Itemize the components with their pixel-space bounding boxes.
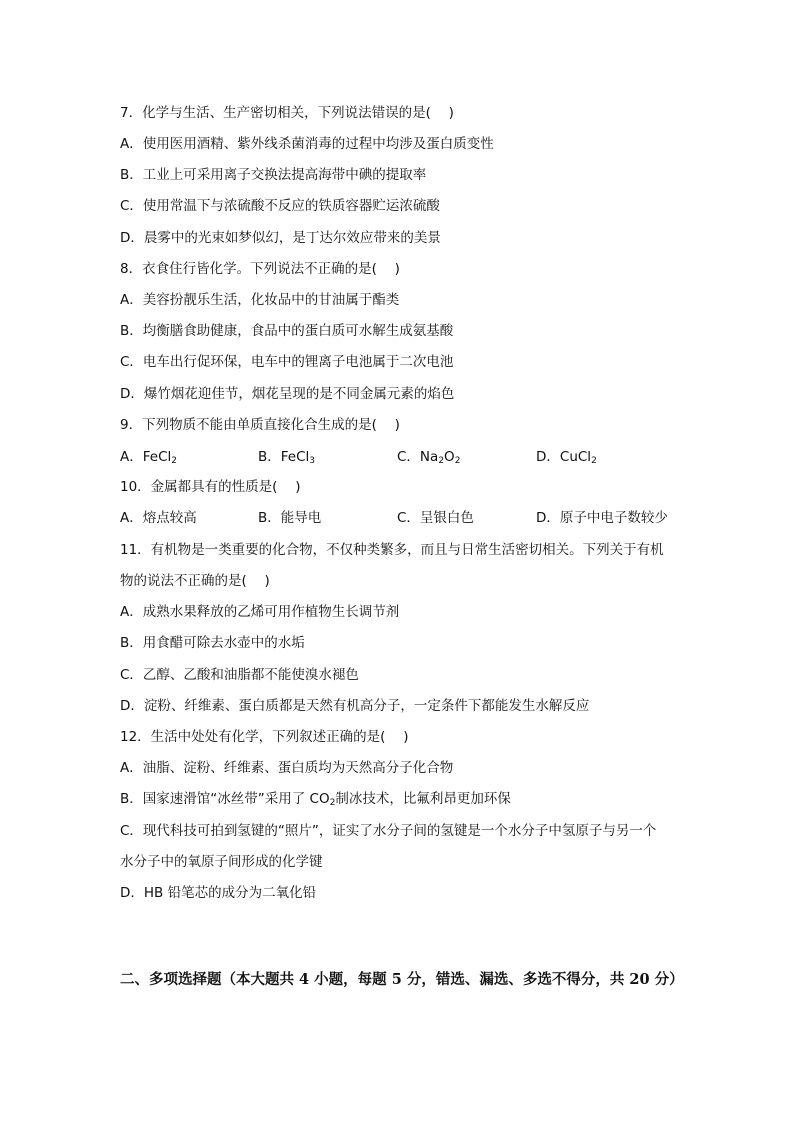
q12-option-a: A．油脂、淀粉、纤维素、蛋白质均为天然高分子化合物	[120, 760, 454, 776]
q8-option-a: A．美容扮靓乐生活，化妆品中的甘油属于酯类	[120, 292, 400, 308]
q12-option-b: B．国家速滑馆“冰丝带”采用了 $CO_2$制冰技术，比氟利昂更加环保	[120, 791, 511, 808]
q10-option-b: B．能导电	[258, 510, 322, 526]
q12-option-d: D．HB 铅笔芯的成分为二氧化铅	[120, 885, 317, 901]
q10-stem: 10．金属都具有的性质是( )	[120, 479, 301, 495]
q7-option-b: B．工业上可采用离子交换法提高海带中碘的提取率	[120, 167, 427, 183]
q7-option-d: D．晨雾中的光束如梦似幻，是丁达尔效应带来的美景	[120, 230, 441, 246]
q10-option-a: A．熔点较高	[120, 510, 197, 526]
q12-stem: 12．生活中处处有化学，下列叙述正确的是( )	[120, 729, 409, 745]
section-2-heading: 二、多项选择题（本大题共 4 小题，每题 5 分，错选、漏选、多选不得分，共 20 分）	[120, 971, 684, 988]
q9-option-d: D．CuCl$_2$	[536, 449, 597, 466]
q11-option-d: D．淀粉、纤维素、蛋白质都是天然有机高分子，一定条件下都能发生水解反应	[120, 698, 590, 714]
q11-option-c: C．乙醇、乙酸和油脂都不能使溴水褪色	[120, 667, 359, 683]
q10-option-d: D．原子中电子数较少	[536, 510, 668, 526]
q12-option-c-line1: C．现代科技可拍到氢键的“照片”，证实了水分子间的氢键是一个水分子中氢原子与另一个	[120, 823, 657, 839]
q10-options	[120, 508, 700, 528]
q8-option-c: C．电车出行促环保，电车中的锂离子电池属于二次电池	[120, 354, 454, 370]
q9-options	[120, 447, 700, 467]
q9-option-c: C．$Na_2O_2$	[397, 449, 461, 466]
q9-option-a: A．FeCl$_2$	[120, 449, 177, 466]
q7-option-c: C．使用常温下与浓硫酸不反应的铁质容器贮运浓硫酸	[120, 198, 440, 214]
q7-option-a: A．使用医用酒精、紫外线杀菌消毒的过程中均涉及蛋白质变性	[120, 136, 494, 152]
q11-option-a: A．成熟水果释放的乙烯可用作植物生长调节剂	[120, 604, 400, 620]
q12-option-c-line2: 水分子中的氧原子间形成的化学键	[120, 854, 323, 870]
q11-stem-line2: 物的说法不正确的是( )	[120, 573, 270, 589]
q8-stem: 8．衣食住行皆化学。下列说法不正确的是( )	[120, 261, 400, 277]
q11-stem-line1: 11．有机物是一类重要的化合物，不仅种类繁多，而且与日常生活密切相关。下列关于有机	[120, 542, 664, 558]
q9-stem: 9．下列物质不能由单质直接化合生成的是( )	[120, 417, 400, 433]
q11-option-b: B．用食醋可除去水壶中的水垢	[120, 635, 305, 651]
q9-option-b: B．FeCl$_3$	[258, 449, 316, 466]
q10-option-c: C．呈银白色	[397, 510, 474, 526]
q7-stem: 7．化学与生活、生产密切相关，下列说法错误的是( )	[120, 105, 454, 121]
q8-option-b: B．均衡膳食助健康，食品中的蛋白质可水解生成氨基酸	[120, 323, 454, 339]
q8-option-d: D．爆竹烟花迎佳节，烟花呈现的是不同金属元素的焰色	[120, 386, 455, 402]
